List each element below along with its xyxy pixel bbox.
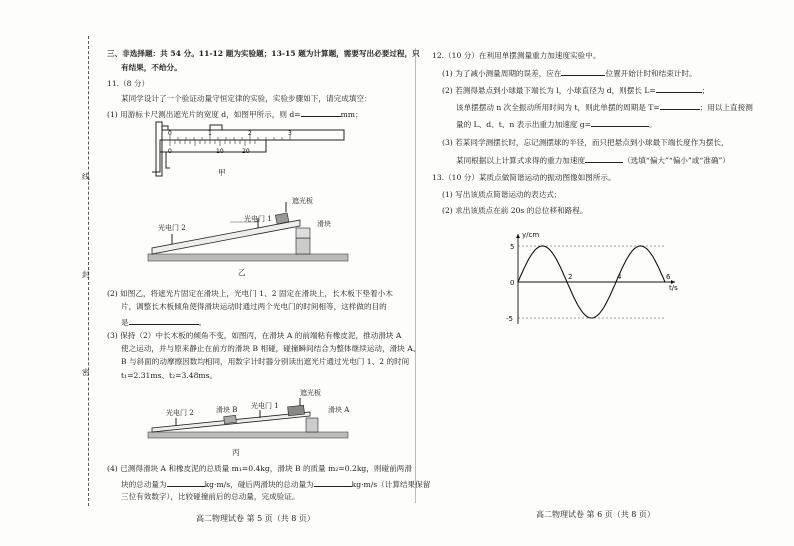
answer-blank-g[interactable] (591, 118, 649, 127)
q12-part2-a (442, 84, 709, 96)
q12-part2-b-end: ；用以上直接测 (699, 103, 753, 112)
q12-part3-b (456, 154, 730, 166)
q11-part2-c: 是 。 (121, 318, 207, 327)
q11-part2-a: (2) 如图乙，将遮光片固定在滑块上，光电门 1、2 固定在滑块上，长木板下垫着小木 (107, 289, 393, 298)
svg-text:3: 3 (288, 130, 292, 137)
fig-yi-gate2: 光电门 2 (158, 224, 186, 232)
answer-blank-timing[interactable] (561, 67, 605, 76)
svg-text:1: 1 (208, 130, 212, 137)
q11-part4-b (121, 478, 430, 490)
q13-part2: (2) 求出该质点在前 20s 的总位移和路程。 (442, 206, 588, 215)
q11-part3-b: 使之运动，并与原来静止在前方的滑块 B 相碰，碰撞瞬间结合为整体继续运动，滑块 A、 (121, 344, 421, 353)
answer-blank-purpose[interactable] (129, 316, 199, 325)
q11-part3-a: (3) 保持（2）中长木板的倾角不变，如图丙，在滑块 A 的前端粘有橡皮泥，推动滑块 A (107, 331, 402, 340)
fig-yi-caption: 乙 (238, 268, 246, 277)
q11-part1-unit: mm； (340, 110, 363, 119)
q12-part2-b-text: 该单摆摆动 n 次全振动所用时间为 t，则此单摆的周期是 T= (456, 103, 660, 112)
fig-yi-shield: 遮光板 (292, 197, 313, 205)
answer-blank-p-after[interactable] (314, 478, 352, 487)
binding-label-mid: 封 (82, 270, 90, 279)
q11-part4-b-text: 块的总动量为 (121, 480, 167, 489)
q11-head: 11.（8 分） (107, 79, 150, 88)
q11-part1-text: (1) 用游标卡尺测出遮光片的宽度 d，如图甲所示，则 d= (107, 110, 301, 119)
svg-text:20: 20 (242, 148, 250, 155)
q12-head: 12.（10 分）在利用单摆测量重力加速度实验中。 (432, 51, 601, 60)
q12-part3-b-text: 某同根据以上计算式求得的重力加速度 (456, 156, 586, 165)
q12-part1-end: 位置开始计时和结束计时。 (605, 69, 697, 78)
q11-intro: 某同学设计了一个验证动量守恒定律的实验，实验步骤如下，请完成填空： (121, 94, 372, 103)
q11-part2-b: 片，调整长木板倾角使得滑块运动时通过两个光电门的时间相等，这样做的目的 (121, 302, 387, 311)
answer-blank-p-before[interactable] (167, 478, 205, 487)
fig-bing-gate2: 光电门 2 (166, 409, 194, 417)
caliper-figure (130, 116, 355, 182)
q13-part1: (1) 写出该质点简谐运动的表达式； (442, 190, 562, 199)
q11-part4-a: (4) 已测得滑块 A 和橡皮泥的总质量 m₁=0.4kg，滑块 B 的质量 m₂=0.2kg，则碰前两滑 (107, 464, 412, 473)
answer-blank-bias[interactable] (585, 154, 623, 163)
q12-part1 (442, 67, 697, 79)
fig-bing-sliderA: 滑块 A (328, 406, 350, 414)
q11-part4-c: 三位有效数字），比较碰撞前后的总动量，完成验证。 (121, 492, 300, 501)
svg-text:10: 10 (216, 148, 224, 155)
q12-part2-a-end: ； (701, 86, 710, 95)
q12-part2-c (456, 118, 657, 130)
section3-title-cont: 有结果，不给分。 (121, 63, 182, 72)
q12-part2-c-text: 量的 L、d、t、n 表示出重力加速度 g= (456, 120, 592, 129)
section3-title: 三、非选择题：共 54 分。11-12 题为实验题；13-15 题为计算题，需要写出必要过程，只 (107, 49, 420, 58)
y-axis-label: y/cm (522, 231, 540, 239)
x-axis-label: t/s (669, 284, 678, 292)
binding-label-top: 线 (82, 172, 90, 181)
figure-bing (140, 390, 360, 448)
vibration-chart (494, 226, 684, 330)
answer-blank-length[interactable] (656, 84, 702, 93)
q12-part2-b (456, 101, 753, 113)
q11-part3-c: B 与斜面的动摩擦因数均相同，用数字计时器分别读出遮光片通过光电门 1、2 的时间 (121, 357, 410, 366)
q13-head: 13.（10 分）某质点做简谐运动的振动图像如图所示。 (432, 173, 616, 182)
q12-part3-a: (3) 若某同学测摆长时，忘记测摆球的半径，而只把悬点到小球最下端长度作为摆长， (442, 138, 729, 147)
answer-blank-period[interactable] (660, 101, 700, 110)
fig-bing-gate1: 光电门 1 (251, 402, 279, 410)
q12-part2-c-end: 。 (649, 120, 657, 129)
left-page-footer: 高二物理试卷 第 5 页（共 8 页） (196, 514, 315, 523)
svg-text:0: 0 (168, 130, 172, 137)
column-divider (415, 48, 416, 503)
fig-jia-caption: 甲 (218, 168, 226, 177)
y-tick-label: 5 (510, 243, 515, 251)
q11-part4-b-mid: kg·m/s，碰后两滑块的总动量为 (204, 480, 314, 489)
q12-part1-text: (1) 为了减小测量周期的误差，应在 (442, 69, 562, 78)
origin-label: 0 (510, 279, 515, 287)
x-tick-label: 4 (617, 273, 622, 281)
right-page-footer: 高二物理试卷 第 6 页（共 8 页） (536, 510, 655, 519)
y-axis-arrow (516, 234, 520, 238)
svg-text:0: 0 (168, 148, 172, 155)
x-tick-label: 2 (568, 273, 573, 281)
q12-part3-b-end: （选填“偏大”“偏小”或“准确”） (623, 156, 730, 165)
fig-bing-caption: 丙 (232, 448, 240, 457)
y-tick-label: -5 (506, 315, 513, 323)
fig-bing-shield: 遮光板 (300, 389, 321, 397)
fig-yi-slider: 滑块 (317, 220, 331, 228)
fig-bing-sliderB: 滑块 B (216, 406, 238, 414)
q11-part4-b-end: kg·m/s（计算结果保留 (351, 480, 431, 489)
q11-part2-c-text: 是 (121, 318, 129, 327)
q12-part2-a-text: (2) 若测得悬点到小球最下端长为 l，小球直径为 d，则摆长 L= (442, 86, 656, 95)
q11-part3-d: t₁=2.31ms、t₂=3.48ms。 (121, 371, 218, 380)
x-tick-label: 6 (666, 273, 671, 281)
binding-label-bot: 密 (82, 368, 90, 377)
figure-yi (140, 192, 360, 274)
fig-yi-gate1: 光电门 1 (244, 215, 272, 223)
svg-text:2: 2 (248, 130, 252, 137)
